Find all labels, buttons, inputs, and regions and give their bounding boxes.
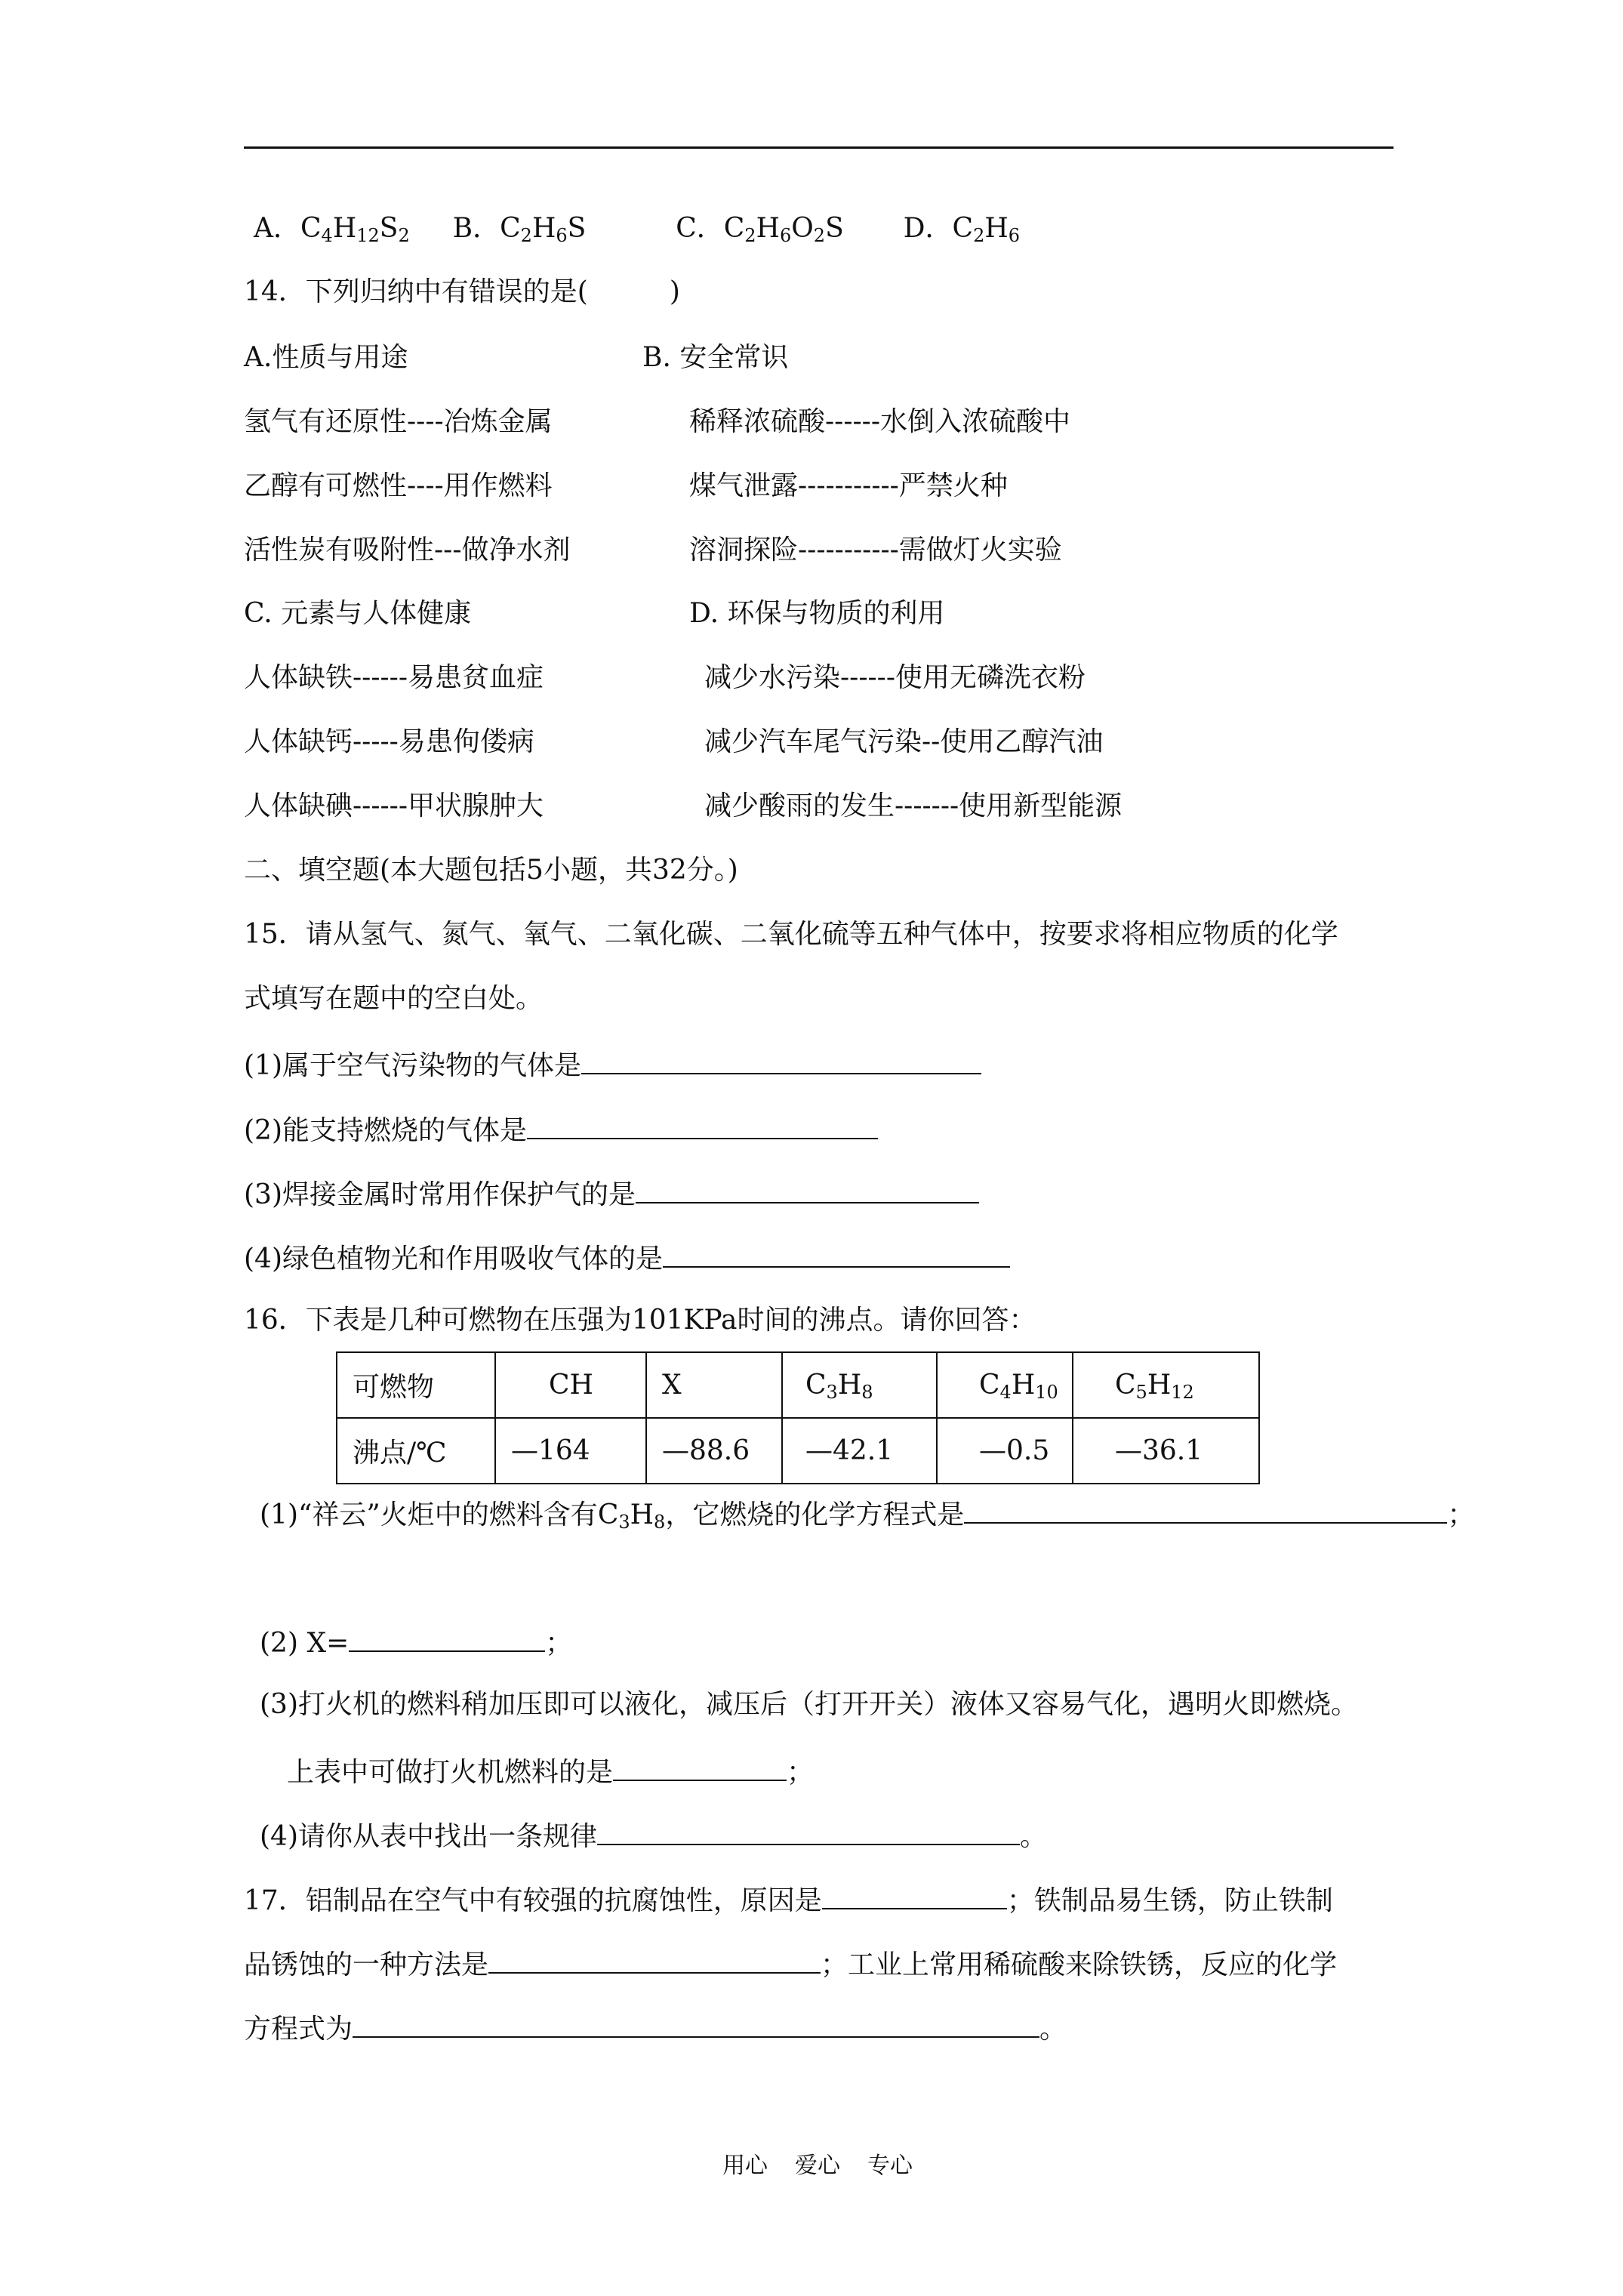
- q13-options: [254, 211, 1020, 246]
- q15-item-label: (1)属于空气污染物的气体是: [244, 1050, 581, 1081]
- table-cell: —36.1: [1073, 1418, 1259, 1484]
- punctuation: ；: [545, 1628, 573, 1659]
- table-cell: $C_3H_8$: [782, 1352, 937, 1418]
- q16-sub3-cont: [287, 1752, 814, 1790]
- table-cell: $C_4H_{10}$: [937, 1352, 1073, 1418]
- answer-blank[interactable]: [597, 1817, 1020, 1845]
- option-d-label: D．: [903, 213, 953, 244]
- q17-text: 品锈蚀的一种方法是: [244, 1949, 489, 1980]
- page-footer: [722, 2147, 940, 2180]
- q17-line: [244, 1881, 1333, 1918]
- q14-a-row: 乙醇有可燃性----用作燃料: [244, 470, 553, 501]
- q14-c-row: 人体缺钙-----易患佝偻病: [244, 726, 534, 757]
- option-b-label: B．: [452, 213, 500, 244]
- answer-blank[interactable]: [353, 2009, 1039, 2038]
- q15-item-label: (4)绿色植物光和作用吸收气体的是: [244, 1244, 663, 1274]
- q16-sub1: [260, 1495, 1474, 1533]
- q14-b-row: 稀释浓硫酸------水倒入浓硫酸中: [689, 406, 1070, 437]
- q14-a-title: A.性质与用途: [244, 342, 408, 373]
- option-d-formula: $C_2H_6$: [952, 213, 1021, 246]
- q17-text: ；工业上常用稀硫酸来除铁锈，反应的化学: [821, 1949, 1338, 1980]
- q15-item: [244, 1175, 979, 1213]
- table-cell: 沸点/℃: [337, 1418, 495, 1484]
- q15-item: [244, 1111, 878, 1148]
- q16-sub1-label: (1)“祥云”火炬中的燃料含有: [260, 1499, 598, 1530]
- table-cell: —88.6: [646, 1418, 782, 1484]
- section-title: 二、填空题(本大题包括5小题，共32分。): [244, 855, 738, 886]
- punctuation: ；: [787, 1757, 815, 1788]
- q17-line: [244, 2009, 1067, 2047]
- footer-text: 爱心: [795, 2153, 840, 2179]
- q16-sub1-label: ，它燃烧的化学方程式是: [665, 1499, 965, 1530]
- header-rule: [244, 146, 1394, 149]
- option-c-label: C．: [676, 213, 724, 244]
- q15-stem-cont: 式填写在题中的空白处。: [244, 983, 544, 1014]
- table-row: [337, 1352, 1259, 1418]
- q14-d-row: 减少水污染------使用无磷洗衣粉: [704, 662, 1086, 693]
- q14-b-row: 溶洞探险-----------需做灯火实验: [689, 535, 1062, 566]
- table-cell: X: [646, 1352, 782, 1418]
- table-cell: $C_5H_{12}$: [1073, 1352, 1259, 1418]
- q14-a-row: 活性炭有吸附性---做净水剂: [244, 535, 571, 566]
- answer-blank[interactable]: [527, 1111, 878, 1139]
- answer-blank[interactable]: [349, 1623, 545, 1652]
- q17-line: [244, 1945, 1337, 1983]
- q15-item: [244, 1046, 981, 1083]
- answer-blank[interactable]: [663, 1239, 1010, 1268]
- q17-text: 17．铝制品在空气中有较强的抗腐蚀性，原因是: [244, 1885, 822, 1916]
- option-a-label: A．: [254, 213, 300, 244]
- table-cell: CH: [495, 1352, 646, 1418]
- table-cell: —0.5: [937, 1418, 1073, 1484]
- punctuation: ；: [1447, 1499, 1475, 1530]
- q16-sub3: (3)打火机的燃料稍加压即可以液化，减压后（打开开关）液体又容易气化，遇明火即燃烧。: [260, 1689, 1358, 1720]
- q14-d-title: D. 环保与物质的利用: [689, 598, 945, 629]
- q15-item: [244, 1239, 1010, 1277]
- q16-sub2-label: (2) X=: [260, 1628, 350, 1659]
- table-cell: —42.1: [782, 1418, 937, 1484]
- q14-b-row: 煤气泄露-----------严禁火种: [689, 470, 1008, 501]
- answer-blank[interactable]: [964, 1495, 1447, 1524]
- answer-blank[interactable]: [488, 1945, 821, 1974]
- q14-d-row: 减少汽车尾气污染--使用乙醇汽油: [704, 726, 1104, 757]
- q16-sub4-label: (4)请你从表中找出一条规律: [260, 1821, 597, 1852]
- table-cell: 可燃物: [337, 1352, 495, 1418]
- q14-stem: 14．下列归纳中有错误的是( ): [244, 276, 680, 307]
- q14-d-row: 减少酸雨的发生-------使用新型能源: [704, 791, 1123, 821]
- punctuation: 。: [1020, 1821, 1048, 1852]
- q16-stem: 16．下表是几种可燃物在压强为101KPa时间的沸点。请你回答：: [244, 1305, 1036, 1336]
- answer-blank[interactable]: [581, 1046, 981, 1074]
- q17-text: ；铁制品易生锈，防止铁制: [1006, 1885, 1333, 1916]
- q15-stem: 15．请从氢气、氮气、氧气、二氧化碳、二氧化硫等五种气体中，按要求将相应物质的化学: [244, 919, 1338, 950]
- propane-formula: $C_3H_8$: [597, 1499, 666, 1533]
- table-cell: —164: [495, 1418, 646, 1484]
- option-a-formula: $C_4H_{12}S_2$: [300, 213, 410, 246]
- q16-sub3-label: 上表中可做打火机燃料的是: [287, 1757, 614, 1788]
- option-c-formula: $C_2H_6O_2S$: [723, 213, 844, 246]
- boiling-point-table: [336, 1351, 1260, 1484]
- q14-c-title: C. 元素与人体健康: [244, 598, 472, 629]
- answer-blank[interactable]: [613, 1752, 787, 1781]
- table-row: [337, 1418, 1259, 1484]
- q16-sub2: [260, 1623, 572, 1661]
- q17-text: 方程式为: [244, 2014, 353, 2045]
- footer-text: 专心: [867, 2153, 913, 2179]
- q14-a-row: 氢气有还原性----冶炼金属: [244, 406, 553, 437]
- q14-b-title: B. 安全常识: [642, 342, 789, 373]
- q14-c-row: 人体缺碘------甲状腺肿大: [244, 791, 544, 821]
- option-b-formula: $C_2H_6S$: [500, 213, 587, 246]
- answer-blank[interactable]: [636, 1175, 979, 1203]
- q15-item-label: (2)能支持燃烧的气体是: [244, 1115, 527, 1146]
- q15-item-label: (3)焊接金属时常用作保护气的是: [244, 1179, 636, 1210]
- q17-text: 。: [1039, 2014, 1067, 2045]
- q16-sub4: [260, 1817, 1047, 1854]
- footer-text: 用心: [722, 2153, 768, 2179]
- answer-blank[interactable]: [822, 1881, 1007, 1909]
- q14-c-row: 人体缺铁------易患贫血症: [244, 662, 544, 693]
